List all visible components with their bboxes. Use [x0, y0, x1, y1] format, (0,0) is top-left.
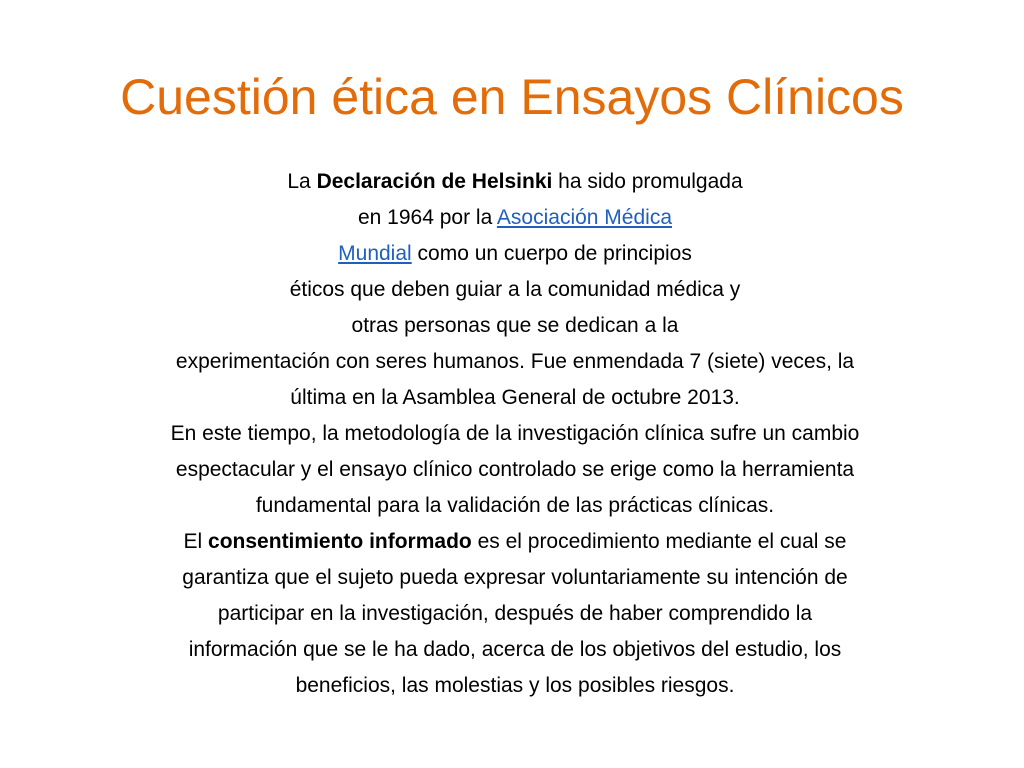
- text-line: [80, 164, 950, 200]
- link-asociacion-medica[interactable]: Asociación Médica: [496, 206, 673, 229]
- text-line: En este tiempo, la metodología de la investigación clínica sufre un cambio: [170, 422, 860, 445]
- text-line: [80, 524, 950, 560]
- paragraph-informed-consent: [80, 524, 950, 704]
- text-run: ha sido promulgada: [552, 170, 743, 193]
- text-line: [80, 236, 950, 272]
- text-line: información que se le ha dado, acerca de los objetivos del estudio, los: [188, 638, 842, 661]
- text-run: La: [287, 170, 317, 193]
- text-run: es el procedimiento mediante el cual se: [471, 530, 847, 553]
- text-line: garantiza que el sujeto pueda expresar voluntariamente su intención de: [182, 566, 848, 589]
- link-mundial[interactable]: Mundial: [338, 242, 412, 265]
- text-line: éticos que deben guiar a la comunidad médica y: [289, 278, 741, 301]
- text-run: El: [183, 530, 209, 553]
- text-line: otras personas que se dedican a la: [351, 314, 679, 337]
- paragraph-helsinki: [80, 164, 950, 416]
- text-line: participar en la investigación, después de haber comprendido la: [217, 602, 813, 625]
- text-line: experimentación con seres humanos. Fue enmendada 7 (siete) veces, la: [175, 350, 855, 373]
- slide-title: Cuestión ética en Ensayos Clínicos: [120, 69, 904, 125]
- text-line: fundamental para la validación de las prácticas clínicas.: [255, 494, 775, 517]
- text-run: como un cuerpo de principios: [411, 242, 692, 265]
- text-line: espectacular y el ensayo clínico controlado se erige como la herramienta: [175, 458, 855, 481]
- bold-term-consent: consentimiento informado: [208, 530, 472, 553]
- bold-term-helsinki: Declaración de Helsinki: [316, 170, 553, 193]
- text-line: última en la Asamblea General de octubre 2013.: [290, 386, 740, 409]
- text-line: [80, 200, 950, 236]
- paragraph-methodology: [80, 416, 950, 524]
- text-run: en 1964 por la: [357, 206, 497, 229]
- text-line: beneficios, las molestias y los posibles riesgos.: [295, 674, 735, 697]
- slide-body: [80, 164, 950, 704]
